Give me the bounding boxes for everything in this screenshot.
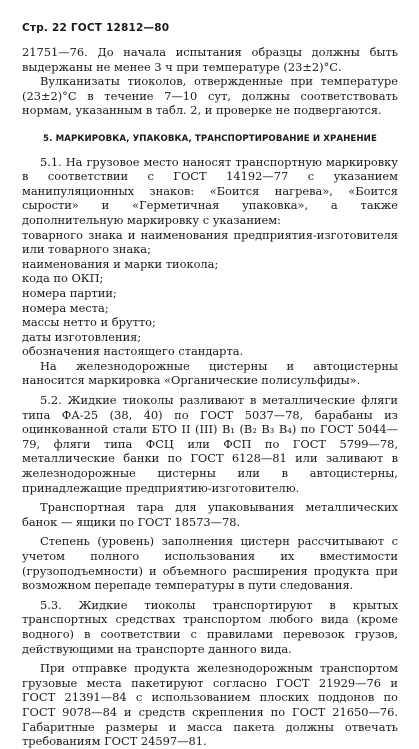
list-item: обозначения настоящего стандарта. [22,344,244,359]
list-item: кода по ОКП; [22,271,104,286]
list-item: номера партии; [22,285,117,300]
paragraph-continuation: 21751—76. До начала испытания образцы должны быть выдержаны не менее 3 ч при температуре (23±2)°С. [22,45,398,74]
paragraph-fill-level: Степень (уровень) заполнения цистерн рассчитывают с учетом полного использования их вместимости (грузоподъемности) и объемного расширения продукта при возможном перепаде температуры в пути следования. [22,534,398,593]
list-item: номера места; [22,300,109,315]
list-item: массы нетто и брутто; [22,315,156,330]
paragraph-tara: Транспортная тара для упаковывания металлических банок — ящики по ГОСТ 18573—78. [22,500,398,529]
paragraph-vulcanizates: Вулканизаты тиоколов, отвержденные при температуре (23±2)°С в течение 7—10 сут, должны соответствовать нормам, указанным в табл. 2, и проверке не подвергаются. [22,74,398,118]
paragraph-5-1: 5.1. На грузовое место наносят транспортную маркировку в соответствии с ГОСТ 14192—77 с указанием манипуляционных знаков: «Боится нагрева», «Боится сырости» и «Герметичная упаковка», а также дополнительную маркировку с указанием: [22,154,398,227]
page-header: Стр. 22 ГОСТ 12812—80 [22,22,170,34]
paragraph-5-2: 5.2. Жидкие тиоколы разливают в металлические фляги типа ФА-25 (38, 40) по ГОСТ 5037—78, барабаны из оцинкованной стали БТО II (III) В₁ (В₂ В₃ В₄) по ГОСТ 5044—79, фляги типа ФСЦ или ФСП по ГОСТ 5799—78, металлические банки по ГОСТ 6128—81 или заливают в железнодорожные цистерны или в автоцистерны, принадлежащие предприятию-изготовителю. [22,393,398,495]
paragraph-rail-marking: На железнодорожные цистерны и автоцистерны наносится маркировка «Органические полисульфиды». [22,358,398,388]
document-body [22,45,398,749]
paragraph-5-3: 5.3. Жидкие тиоколы транспортируют в крытых транспортных средствах транспортом любого вида (кроме водного) в соответствии с правилами перевозок грузов, действующими на транспорте данного вида. [22,597,398,656]
document-page [22,22,398,749]
list-item: товарного знака и наименования предприятия-изготовителя или товарного знака; [22,227,398,257]
list-item: наименования и марки тиокола; [22,256,219,271]
list-item: даты изготовления; [22,329,142,344]
section-title: 5. МАРКИРОВКА, УПАКОВКА, ТРАНСПОРТИРОВАНИЕ И ХРАНЕНИЕ [43,133,377,144]
paragraph-shipment: При отправке продукта железнодорожным транспортом грузовые места пакетируют согласно ГОСТ 21929—76 и ГОСТ 21391—84 с использованием плоских поддонов по ГОСТ 9078—84 и средств скрепления по ГОСТ 21650—76. Габаритные размеры и масса пакета должны отвечать требованиям ГОСТ 24597—81. [22,661,398,749]
